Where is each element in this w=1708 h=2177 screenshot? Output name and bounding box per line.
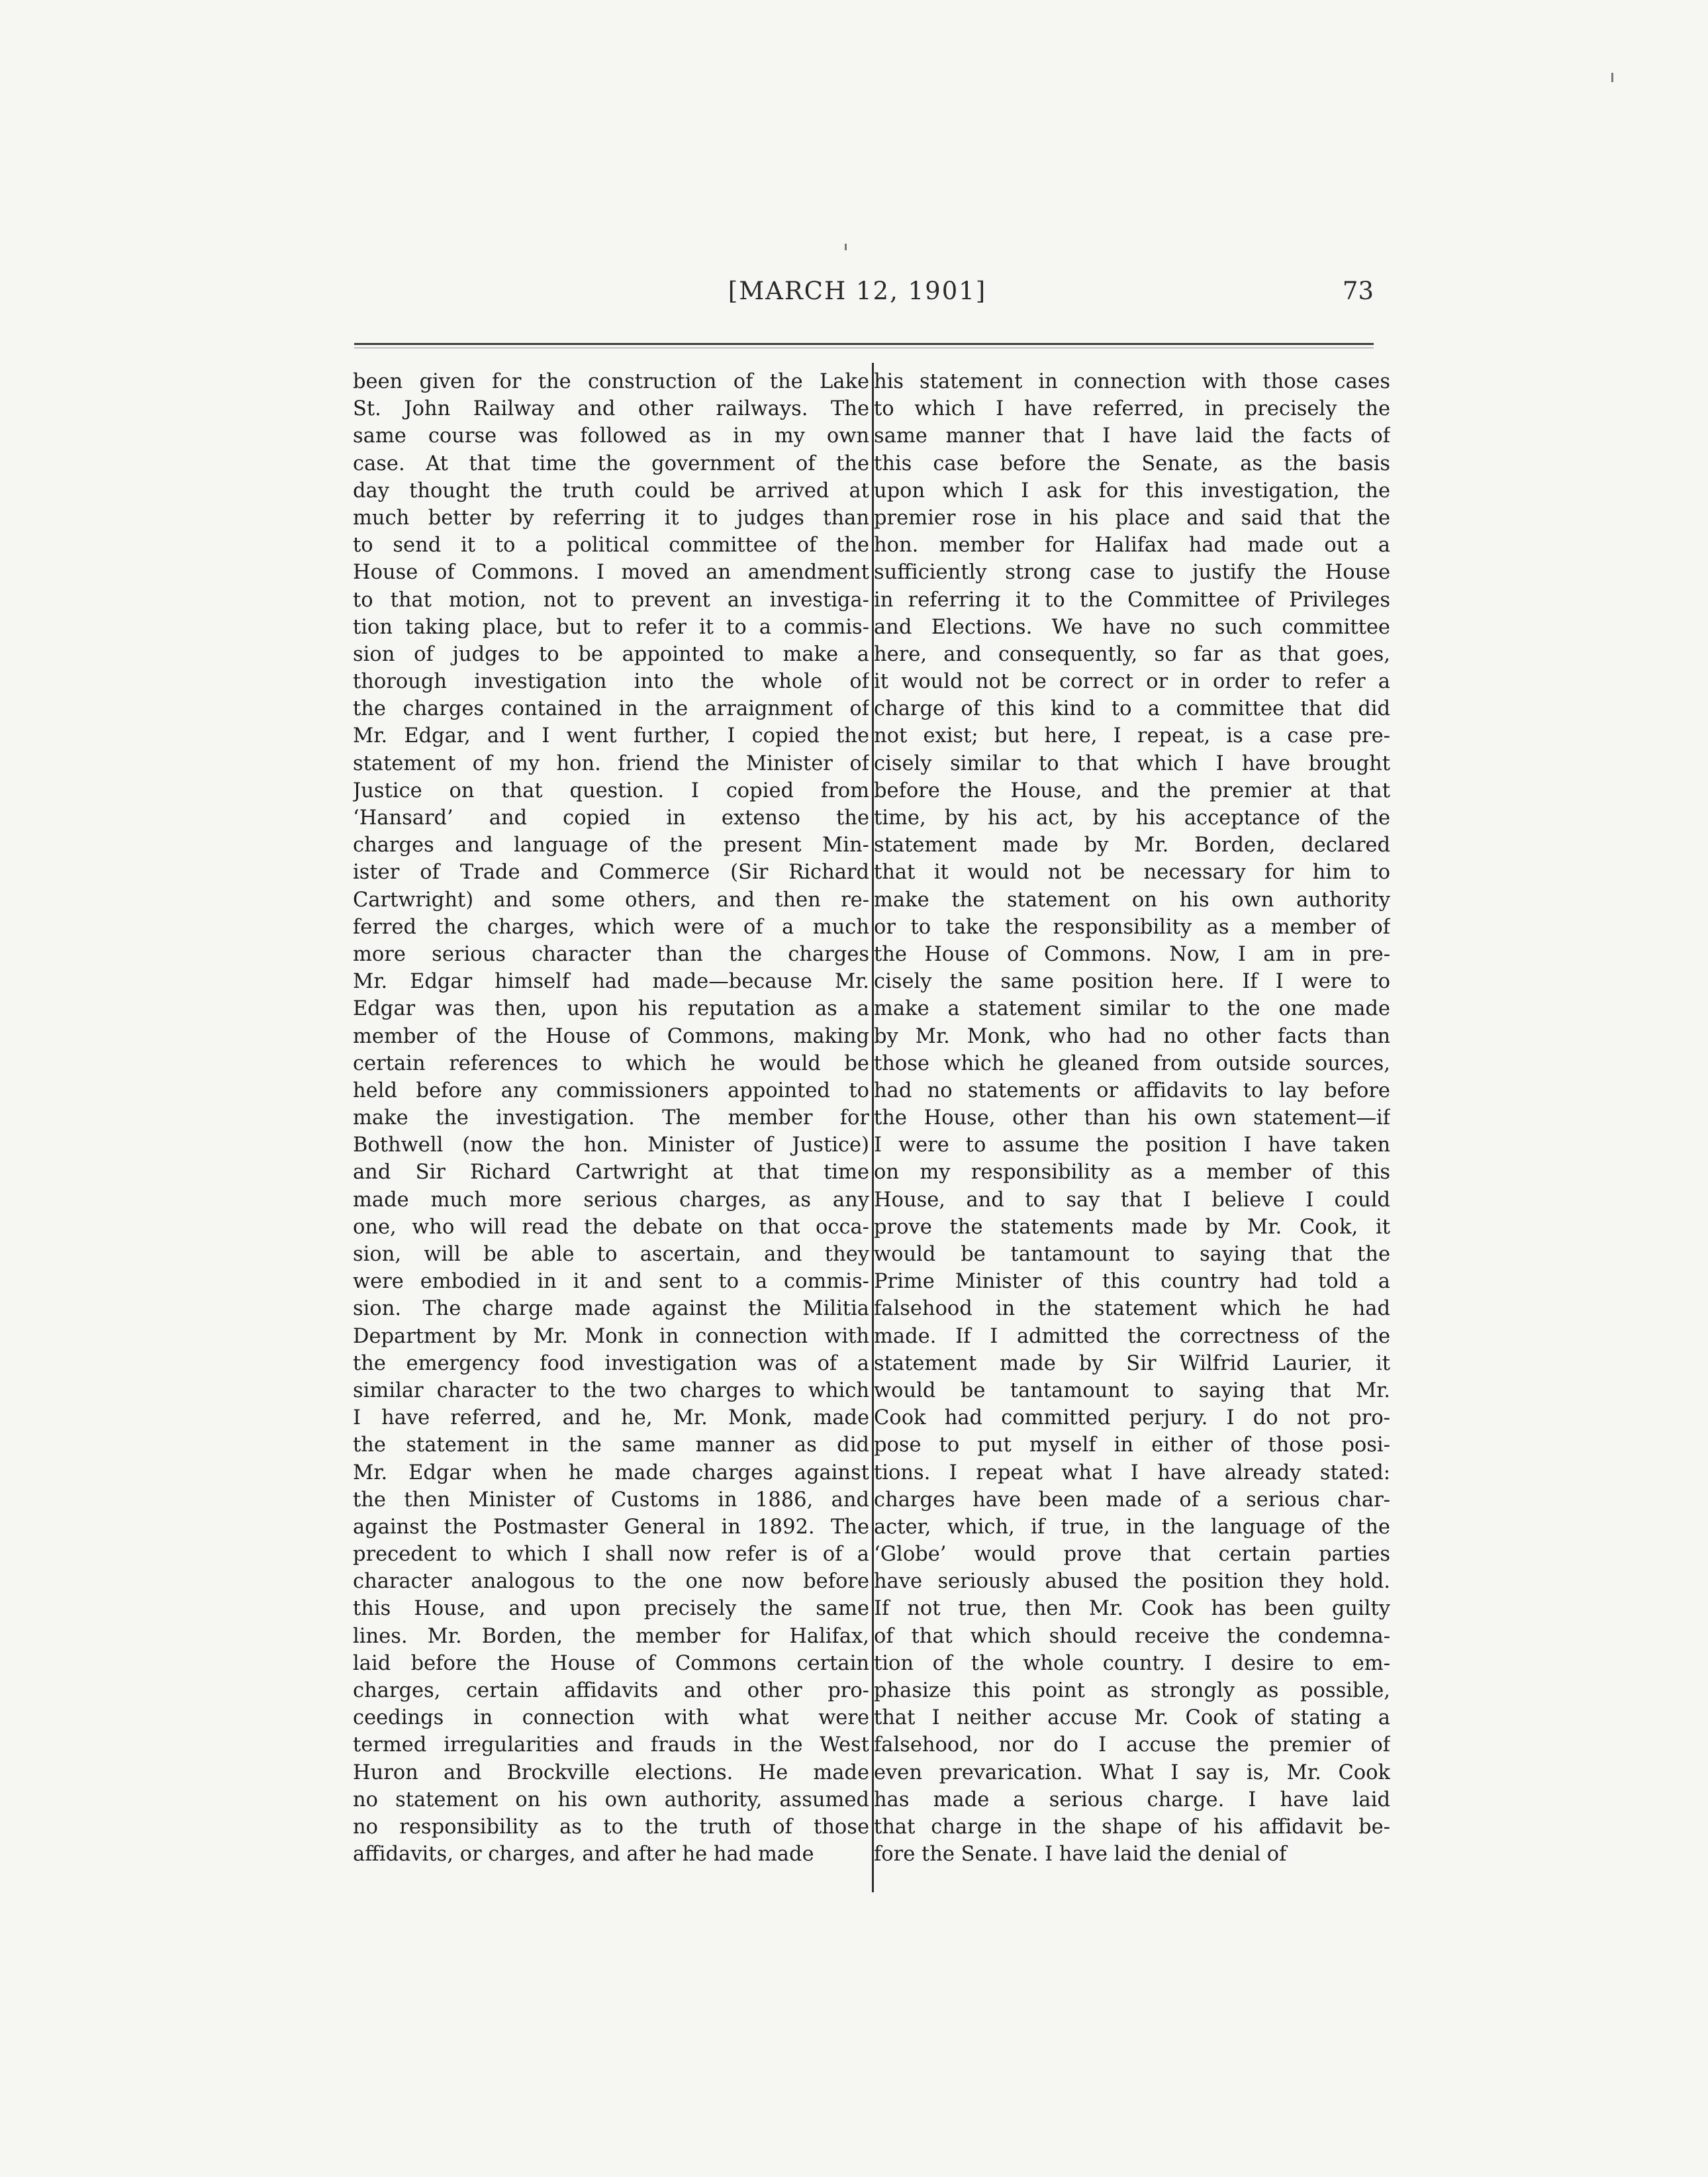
text-line: make a statement similar to the one made xyxy=(874,997,1390,1021)
text-line: Edgar was then, upon his reputation as a xyxy=(353,997,869,1021)
text-line: that it would not be necessary for him to xyxy=(874,861,1390,885)
text-line: affidavits, or charges, and after he had made xyxy=(353,1843,814,1866)
text-line: made much more serious charges, as any xyxy=(353,1188,869,1212)
text-line: pose to put myself in either of those posi- xyxy=(874,1433,1390,1457)
text-line: the House, other than his own statement—if xyxy=(874,1106,1390,1130)
text-line: charge of this kind to a committee that did xyxy=(874,697,1390,721)
text-line: to send it to a political committee of the xyxy=(353,534,869,557)
text-line: case. At that time the government of the xyxy=(353,452,869,475)
text-line: of that which should receive the condemna- xyxy=(874,1624,1390,1648)
text-line: the then Minister of Customs in 1886, and xyxy=(353,1488,869,1512)
text-line: Cook had committed perjury. I do not pro- xyxy=(874,1406,1390,1430)
page-number: 73 xyxy=(1342,277,1374,305)
text-line: make the statement on his own authority xyxy=(874,888,1390,912)
text-line: this House, and upon precisely the same xyxy=(353,1597,869,1621)
right-text-column xyxy=(874,368,1390,1868)
text-line: termed irregularities and frauds in the West xyxy=(353,1733,869,1757)
text-line: laid before the House of Commons certain xyxy=(353,1651,869,1675)
text-line: no statement on his own authority, assumed xyxy=(353,1788,869,1812)
text-line: precedent to which I shall now refer is of a xyxy=(353,1543,869,1567)
text-line: by Mr. Monk, who had no other facts than xyxy=(874,1024,1390,1048)
text-line: make the investigation. The member for xyxy=(353,1106,869,1130)
text-line: Department by Mr. Monk in connection with xyxy=(353,1324,869,1348)
page-header xyxy=(351,277,1374,323)
text-line: sion. The charge made against the Militia xyxy=(353,1297,869,1321)
text-line: Huron and Brockville elections. He made xyxy=(353,1761,869,1784)
text-line: falsehood in the statement which he had xyxy=(874,1297,1390,1321)
text-line: sufficiently strong case to justify the House xyxy=(874,561,1390,585)
text-line: same course was followed as in my own xyxy=(353,424,869,448)
text-line: held before any commissioners appointed to xyxy=(353,1079,869,1102)
text-line: ister of Trade and Commerce (Sir Richard xyxy=(353,861,869,885)
text-line: lines. Mr. Borden, the member for Halifax, xyxy=(353,1624,869,1648)
text-line: Bothwell (now the hon. Minister of Justice) xyxy=(353,1134,869,1157)
text-line: charges have been made of a serious char- xyxy=(874,1488,1390,1512)
text-line: the statement in the same manner as did xyxy=(353,1433,869,1457)
text-line: before the House, and the premier at that xyxy=(874,779,1390,802)
text-line: against the Postmaster General in 1892. The xyxy=(353,1515,869,1539)
text-line: thorough investigation into the whole of xyxy=(353,670,869,694)
text-line: tion taking place, but to refer it to a commis- xyxy=(353,615,869,639)
text-line: sion, will be able to ascertain, and they xyxy=(353,1243,869,1266)
text-line: ferred the charges, which were of a much xyxy=(353,915,869,939)
text-line: House, and to say that I believe I could xyxy=(874,1188,1390,1212)
text-line: St. John Railway and other railways. The xyxy=(353,397,869,421)
text-line: Mr. Edgar himself had made—because Mr. xyxy=(353,970,869,994)
text-line: upon which I ask for this investigation, the xyxy=(874,479,1390,503)
header-date: [MARCH 12, 1901] xyxy=(728,277,987,305)
text-line: acter, which, if true, in the language of the xyxy=(874,1515,1390,1539)
text-line: Mr. Edgar when he made charges against xyxy=(353,1461,869,1484)
text-line: tions. I repeat what I have already stated: xyxy=(874,1461,1390,1484)
text-line: the House of Commons. Now, I am in pre- xyxy=(874,942,1390,966)
text-line: Mr. Edgar, and I went further, I copied the xyxy=(353,724,869,748)
text-line: Justice on that question. I copied from xyxy=(353,779,869,802)
text-line: have seriously abused the position they hold. xyxy=(874,1570,1390,1594)
text-line: time, by his act, by his acceptance of the xyxy=(874,806,1390,830)
text-line: day thought the truth could be arrived at xyxy=(353,479,869,503)
text-line: no responsibility as to the truth of those xyxy=(353,1815,869,1839)
text-line: falsehood, nor do I accuse the premier of xyxy=(874,1733,1390,1757)
text-line: ceedings in connection with what were xyxy=(353,1706,869,1730)
text-line: more serious character than the charges xyxy=(353,942,869,966)
text-line: character analogous to the one now before xyxy=(353,1570,869,1594)
text-line: this case before the Senate, as the basis xyxy=(874,452,1390,475)
text-line: I have referred, and he, Mr. Monk, made xyxy=(353,1406,869,1430)
text-line: one, who will read the debate on that occa- xyxy=(353,1215,869,1239)
text-line: that charge in the shape of his affidavit be- xyxy=(874,1815,1390,1839)
text-line: I were to assume the position I have taken xyxy=(874,1134,1390,1157)
text-line: those which he gleaned from outside sources, xyxy=(874,1051,1390,1075)
text-line: cisely the same position here. If I were to xyxy=(874,970,1390,994)
text-line: and Sir Richard Cartwright at that time xyxy=(353,1161,869,1185)
text-line: much better by referring it to judges than xyxy=(353,506,869,530)
header-rule xyxy=(354,343,1374,345)
text-line: has made a serious charge. I have laid xyxy=(874,1788,1390,1812)
text-line: to which I have referred, in precisely the xyxy=(874,397,1390,421)
left-text-column xyxy=(353,368,869,1868)
text-line: certain references to which he would be xyxy=(353,1051,869,1075)
text-line: sion of judges to be appointed to make a xyxy=(353,642,869,666)
text-line: ‘Globe’ would prove that certain parties xyxy=(874,1543,1390,1567)
text-line: member of the House of Commons, making xyxy=(353,1024,869,1048)
text-line: fore the Senate. I have laid the denial of xyxy=(874,1843,1287,1866)
text-line: similar character to the two charges to which xyxy=(353,1379,869,1402)
text-line: Cartwright) and some others, and then re- xyxy=(353,888,869,912)
text-line: If not true, then Mr. Cook has been guilty xyxy=(874,1597,1390,1621)
text-line: prove the statements made by Mr. Cook, it xyxy=(874,1215,1390,1239)
text-line: statement made by Sir Wilfrid Laurier, it xyxy=(874,1351,1390,1375)
text-line: or to take the responsibility as a member of xyxy=(874,915,1390,939)
text-line: that I neither accuse Mr. Cook of stating a xyxy=(874,1706,1390,1730)
text-line: made. If I admitted the correctness of the xyxy=(874,1324,1390,1348)
text-line: had no statements or affidavits to lay before xyxy=(874,1079,1390,1102)
text-line: in referring it to the Committee of Privileges xyxy=(874,588,1390,612)
text-line: tion of the whole country. I desire to em- xyxy=(874,1651,1390,1675)
text-line: statement made by Mr. Borden, declared xyxy=(874,834,1390,857)
text-line: his statement in connection with those cases xyxy=(874,370,1390,393)
text-line: even prevarication. What I say is, Mr. Cook xyxy=(874,1761,1390,1784)
text-line: House of Commons. I moved an amendment xyxy=(353,561,869,585)
text-line: it would not be correct or in order to refer a xyxy=(874,670,1390,694)
text-line: to that motion, not to prevent an investiga- xyxy=(353,588,869,612)
text-line: been given for the construction of the Lake xyxy=(353,370,869,393)
text-line: would be tantamount to saying that the xyxy=(874,1243,1390,1266)
text-line: premier rose in his place and said that the xyxy=(874,506,1390,530)
scan-speck xyxy=(845,244,847,250)
text-line: charges and language of the present Min- xyxy=(353,834,869,857)
text-line: ‘Hansard’ and copied in extenso the xyxy=(353,806,869,830)
text-line: phasize this point as strongly as possible, xyxy=(874,1679,1390,1702)
text-line: charges, certain affidavits and other pro- xyxy=(353,1679,869,1702)
scan-speck xyxy=(1611,73,1613,82)
text-line: would be tantamount to saying that Mr. xyxy=(874,1379,1390,1402)
text-line: the charges contained in the arraignment of xyxy=(353,697,869,721)
text-line: and Elections. We have no such committee xyxy=(874,615,1390,639)
text-line: were embodied in it and sent to a commis- xyxy=(353,1270,869,1294)
text-line: here, and consequently, so far as that goes, xyxy=(874,642,1390,666)
text-line: hon. member for Halifax had made out a xyxy=(874,534,1390,557)
text-line: not exist; but here, I repeat, is a case pre- xyxy=(874,724,1390,748)
text-line: same manner that I have laid the facts of xyxy=(874,424,1390,448)
text-line: on my responsibility as a member of this xyxy=(874,1161,1390,1185)
text-line: cisely similar to that which I have brought xyxy=(874,751,1390,775)
text-line: Prime Minister of this country had told a xyxy=(874,1270,1390,1294)
text-line: statement of my hon. friend the Minister of xyxy=(353,751,869,775)
text-line: the emergency food investigation was of a xyxy=(353,1351,869,1375)
